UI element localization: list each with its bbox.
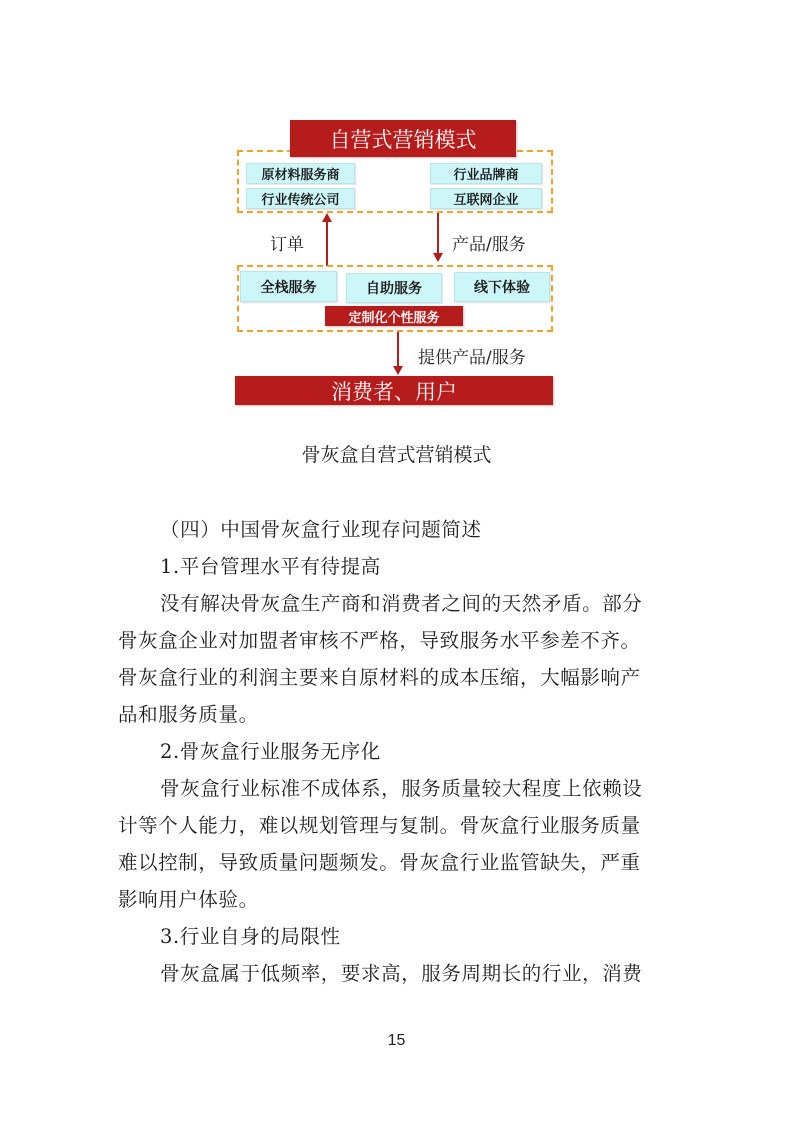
product-service-label: 产品/服务 [452,235,526,255]
item-1-heading: 1.平台管理水平有待提高 [160,555,381,578]
order-arrow-line [326,221,328,266]
diagram-title-box [290,120,516,157]
diagram-title: 自营式营销模式 [329,127,477,152]
item-2-line-1: 骨灰盒行业标准不成体系，服务质量较大程度上依赖设 [160,777,643,800]
product-arrow-line [437,213,439,255]
item-2-heading: 2.骨灰盒行业服务无序化 [160,740,381,763]
item-1-line-1: 没有解决骨灰盒生产商和消费者之间的天然矛盾。部分 [160,592,643,615]
supplier-internet-company: 互联网企业 [430,188,542,209]
item-1-line-3: 骨灰盒行业的利润主要来自原材料的成本压缩，大幅影响产 [118,666,641,689]
service-self-help: 自助服务 [346,273,442,303]
provide-label: 提供产品/服务 [418,348,526,368]
supplier-raw-material: 原材料服务商 [246,163,355,184]
section-heading: （四）中国骨灰盒行业现存问题简述 [160,518,482,541]
consumers-box: 消费者、用户 [235,376,553,405]
item-2-line-4: 影响用户体验。 [118,888,259,911]
product-arrow-down-icon [433,253,443,262]
supplier-brand: 行业品牌商 [430,163,542,184]
item-3-line-1: 骨灰盒属于低频率，要求高，服务周期长的行业，消费 [160,962,643,985]
order-label: 订单 [270,235,304,255]
page-number: 15 [387,1032,406,1049]
provide-arrow-line [397,332,399,368]
custom-service-box: 定制化个性服务 [325,306,463,326]
item-1-line-2: 骨灰盒企业对加盟者审核不严格，导致服务水平参差不齐。 [118,629,641,652]
supplier-traditional-company: 行业传统公司 [246,188,355,209]
provide-arrow-down-icon [393,366,403,375]
service-offline-experience: 线下体验 [454,272,550,302]
figure-caption: 骨灰盒自营式营销模式 [301,444,492,466]
item-2-line-2: 计等个人能力，难以规划管理与复制。骨灰盒行业服务质量 [118,814,641,837]
service-full-stack: 全栈服务 [240,271,337,302]
item-3-heading: 3.行业自身的局限性 [160,925,341,948]
item-1-line-4: 品和服务质量。 [118,703,259,726]
item-2-line-3: 难以控制，导致质量问题频发。骨灰盒行业监管缺失，严重 [118,851,641,874]
